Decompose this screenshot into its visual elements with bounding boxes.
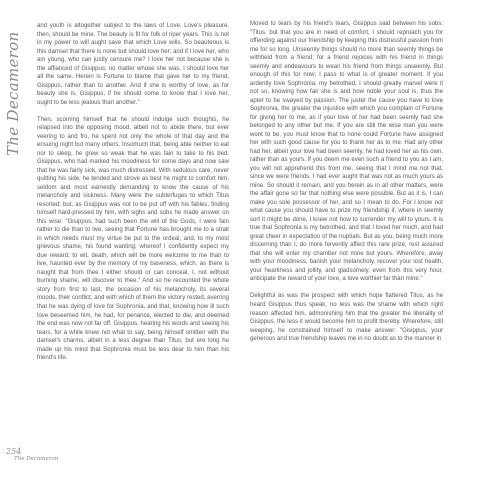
- page-footer: [6, 447, 66, 467]
- book-title: The Decameron: [4, 31, 22, 156]
- paragraph: and youth is altogether subject to the laws of Love. Love's pleasure, then, should be mine. The beauty is fit for folk of riper years. This is not in my power to will aught save that which Love wills. So beauteous is this damsel that there is none but should love her; and if I love her, who am young, who can justly censure me? I love her not because she is the affianced of Gisippus; no matter whose she was, I should love her all the same. Herein is Fortune to blame that gave her to my friend, Gisippus, rather than to another. And if she is worthy of love, as for beauty she is, Gisippus, if he should come to know that I love her, ought to be less jealous than another.": [37, 23, 229, 106]
- left-column: [37, 22, 229, 363]
- running-footer: The Decameron: [14, 456, 59, 462]
- paragraph: Then, scorning himself that he should indulge such thoughts, he relapsed into the opposing mood, albeit not to abide there, but ever veering to and fro, he spent not only the whole of that day and the ensuing night but many others. Insomuch that, being able neither to eat nor to sleep, he grew so weak that he was fain to take to his bed. Gisippus, who had marked his moodiness for some days and now saw that he was fairly sick, was much distressed. With sedulous care, never quitting his side, he tended and strove as best he might to comfort him, seldom and most earnestly demanding to know the cause of his melancholy and sickness. Many were the subterfuges to which Titus resorted; but, as Gisippus was not to be put off with his fables, finding himself hard-pressed by him, with sighs and sobs he made answer on this wise: "Gisippus, had such been the will of the Gods, I were fain rather to die than to live, seeing that Fortune has brought me to a strait in which needs must my virtue be put to the ordeal, and, to my most grievous shame, his found wanting; whereof I confidently expect my due reward, to wit, death, which will be more welcome to me than to live, haunted ever by the memory of my baseness, which, as there is naught that from thee I either should or can conceal, I, not without burning shame, will discover to thee." And so he recounted the whole story from first to last, the occasion of his melancholy, its several moods, their conflict, and with which of them the victory rested, averring that he was dying of love for Sophronia, and that, knowing how ill such love beseemed him, he had, for penance, elected to die, and deemed the end was now not far off. Gisippus, hearing his words and seeing his tears, for a while knew not what to say, being himself smitten with the damsel's charms, albeit in a less degree than Titus; but ere long he made up his mind that Sophronia must be less dear to him than his friend's life.: [37, 116, 229, 362]
- right-column: [250, 20, 443, 344]
- paragraph: Moved to tears by his friend's tears, Gisippus said between his sobs: "Titus, but that you are in need of comfort, I should reproach you for offending against our friendship by keeping this distressful passion from me for so long. Unseemly things should no more than seemly things be withheld from a friend; for a friend rejoices with his friend in things seemly and endeavours to wean his friend from things unseemly. But enough of this for now; I pass to what is of greater moment. If you ardently love Sophronia, my betrothed, I should greatly marvel were it not so, knowing how fair she is and how noble your soul is, thus the apter to be swayed by passion. The juster the cause you have to love Sophronia, the greater the injustice with which you complain of Fortune for giving her to me, as if your love of her had been seemly had she belonged to any other but me. If you are still the wise man you were wont to be, you must know that to none could Fortune have assigned her with such good cause for you to thank her as to me. Had any other had her, albeit your love had been seemly, he had loved her as his own, rather than as yours. If you deem me even such a friend to you as I am, you will not apprehend this from me, seeing that I mind me not that, since we were friends, I had ever aught that was not as much yours as mine. So should it remain, and you herein as in all other matters, were the affair gone so far that nothing else were possible. But as it is, I can make you sole possessor of her, and so I mean to do. For I know not what cause you should have to prize my friendship if, where in seemly sort it might be done, I knew not how to surrender my will to yours. It is true that Sophronia is my betrothed, and that I loved her much, and had great cheer in expectation of the nuptials. But as you, being much more discerning than I, do more fervently affect this rare prize, rest assured that she will enter my chamber not mine but yours. Wherefore, away with your moodiness, banish your melancholy, recover your lost health, your heartiness and jollity, and gladsomely, even from this very hour, anticipate the reward of your love, a love worthier far than mine.": [250, 21, 443, 283]
- page-number: 254: [6, 447, 22, 456]
- book-title-vertical: [2, 30, 24, 160]
- paragraph: Delightful as was the prospect with which hope flattered Titus, as he heard Gisippus thus speak, no less was the shame with which right reason affected him, admonishing him that the greater the liberality of Gisippus, the less it would become him to profit thereby. Wherefore, still weeping, he constrained himself to make answer: "Gisippus, your generous and true friendship leaves me in no doubt as to the manner in: [250, 293, 443, 343]
